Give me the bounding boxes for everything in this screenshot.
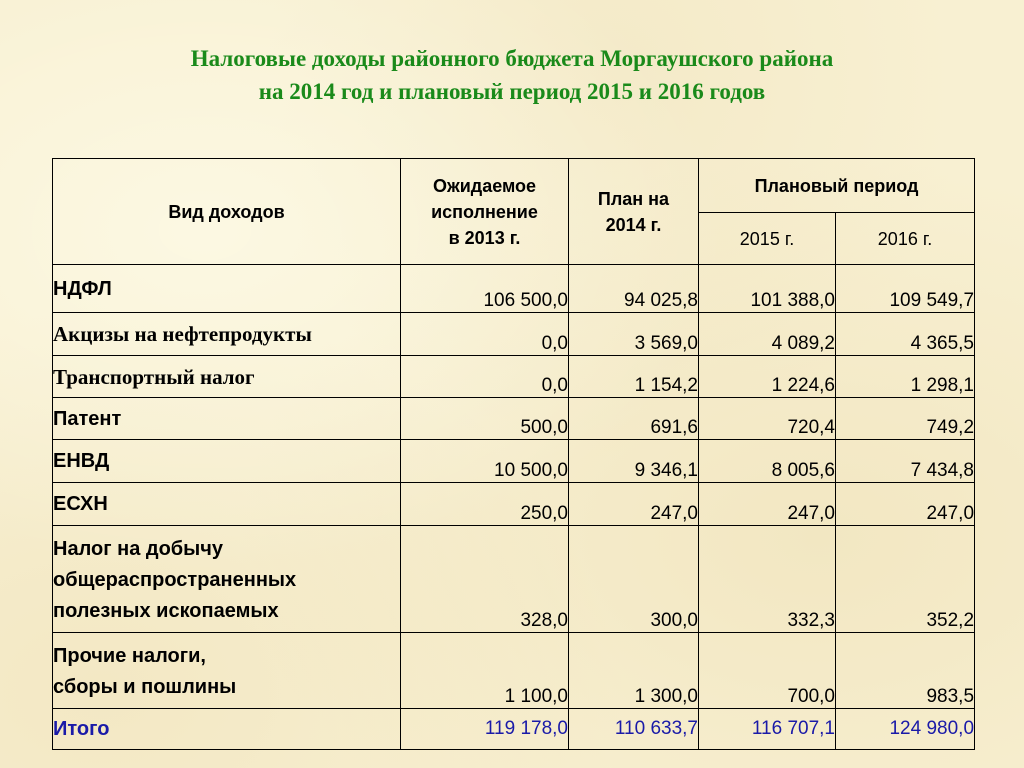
value-2016: 247,0 — [836, 483, 975, 526]
row-name: НДФЛ — [53, 265, 401, 313]
value-2016: 109 549,7 — [836, 265, 975, 313]
row-name-line: Прочие налоги, — [53, 645, 206, 667]
value-2013: 1 100,0 — [401, 633, 569, 709]
header-2015: 2015 г. — [699, 213, 836, 265]
row-name-line: сборы и пошлины — [53, 676, 237, 698]
header-row-1 — [53, 159, 975, 213]
value-2013: 250,0 — [401, 483, 569, 526]
header-2016: 2016 г. — [836, 213, 975, 265]
value-2014: 691,6 — [569, 398, 699, 440]
value-2014: 94 025,8 — [569, 265, 699, 313]
value-2015: 700,0 — [699, 633, 836, 709]
value-2013: 328,0 — [401, 526, 569, 633]
total-2014: 110 633,7 — [569, 709, 699, 750]
value-2015: 4 089,2 — [699, 313, 836, 356]
row-name: ЕСХН — [53, 483, 401, 526]
title-line-2: на 2014 год и плановый период 2015 и 2016 годов — [258, 79, 766, 104]
value-2013: 500,0 — [401, 398, 569, 440]
value-2013: 10 500,0 — [401, 440, 569, 483]
value-2014: 300,0 — [569, 526, 699, 633]
value-2013: 0,0 — [401, 313, 569, 356]
value-2016: 352,2 — [836, 526, 975, 633]
row-name: Акцизы на нефтепродукты — [53, 313, 401, 356]
table-row — [53, 440, 975, 483]
row-name-line: полезных ископаемых — [53, 600, 279, 622]
table-row — [53, 313, 975, 356]
value-2013: 106 500,0 — [401, 265, 569, 313]
tax-income-table — [52, 158, 975, 750]
value-2015: 332,3 — [699, 526, 836, 633]
table-row — [53, 526, 975, 633]
value-2015: 720,4 — [699, 398, 836, 440]
row-name: ЕНВД — [53, 440, 401, 483]
header-expected-2013 — [401, 159, 569, 265]
value-2016: 4 365,5 — [836, 313, 975, 356]
row-name: Патент — [53, 398, 401, 440]
table-row — [53, 265, 975, 313]
value-2014: 247,0 — [569, 483, 699, 526]
page-title — [0, 42, 1024, 108]
table-row — [53, 633, 975, 709]
total-label: Итого — [53, 709, 401, 750]
header-plan-2014 — [569, 159, 699, 265]
row-name — [53, 633, 401, 709]
value-2015: 247,0 — [699, 483, 836, 526]
header-kind: Вид доходов — [53, 159, 401, 265]
header-expected-2013-text: Ожидаемое исполнение в 2013 г. — [431, 175, 538, 248]
value-2016: 1 298,1 — [836, 356, 975, 398]
row-name-line: Налог на добычу — [53, 538, 223, 560]
value-2014: 1 300,0 — [569, 633, 699, 709]
value-2015: 8 005,6 — [699, 440, 836, 483]
value-2013: 0,0 — [401, 356, 569, 398]
header-plan-2014-text: План на 2014 г. — [597, 188, 670, 235]
row-name — [53, 526, 401, 633]
table-row — [53, 398, 975, 440]
row-name: Транспортный налог — [53, 356, 401, 398]
value-2016: 749,2 — [836, 398, 975, 440]
total-2013: 119 178,0 — [401, 709, 569, 750]
value-2016: 983,5 — [836, 633, 975, 709]
value-2014: 1 154,2 — [569, 356, 699, 398]
value-2015: 1 224,6 — [699, 356, 836, 398]
row-name-line: общераспространенных — [53, 569, 297, 591]
table-row — [53, 356, 975, 398]
value-2016: 7 434,8 — [836, 440, 975, 483]
total-2015: 116 707,1 — [699, 709, 836, 750]
value-2015: 101 388,0 — [699, 265, 836, 313]
total-2016: 124 980,0 — [836, 709, 975, 750]
table-row — [53, 483, 975, 526]
value-2014: 3 569,0 — [569, 313, 699, 356]
total-row — [53, 709, 975, 750]
value-2014: 9 346,1 — [569, 440, 699, 483]
header-planned-period: Плановый период — [699, 159, 975, 213]
title-line-1: Налоговые доходы районного бюджета Моргаушского района — [190, 46, 834, 71]
